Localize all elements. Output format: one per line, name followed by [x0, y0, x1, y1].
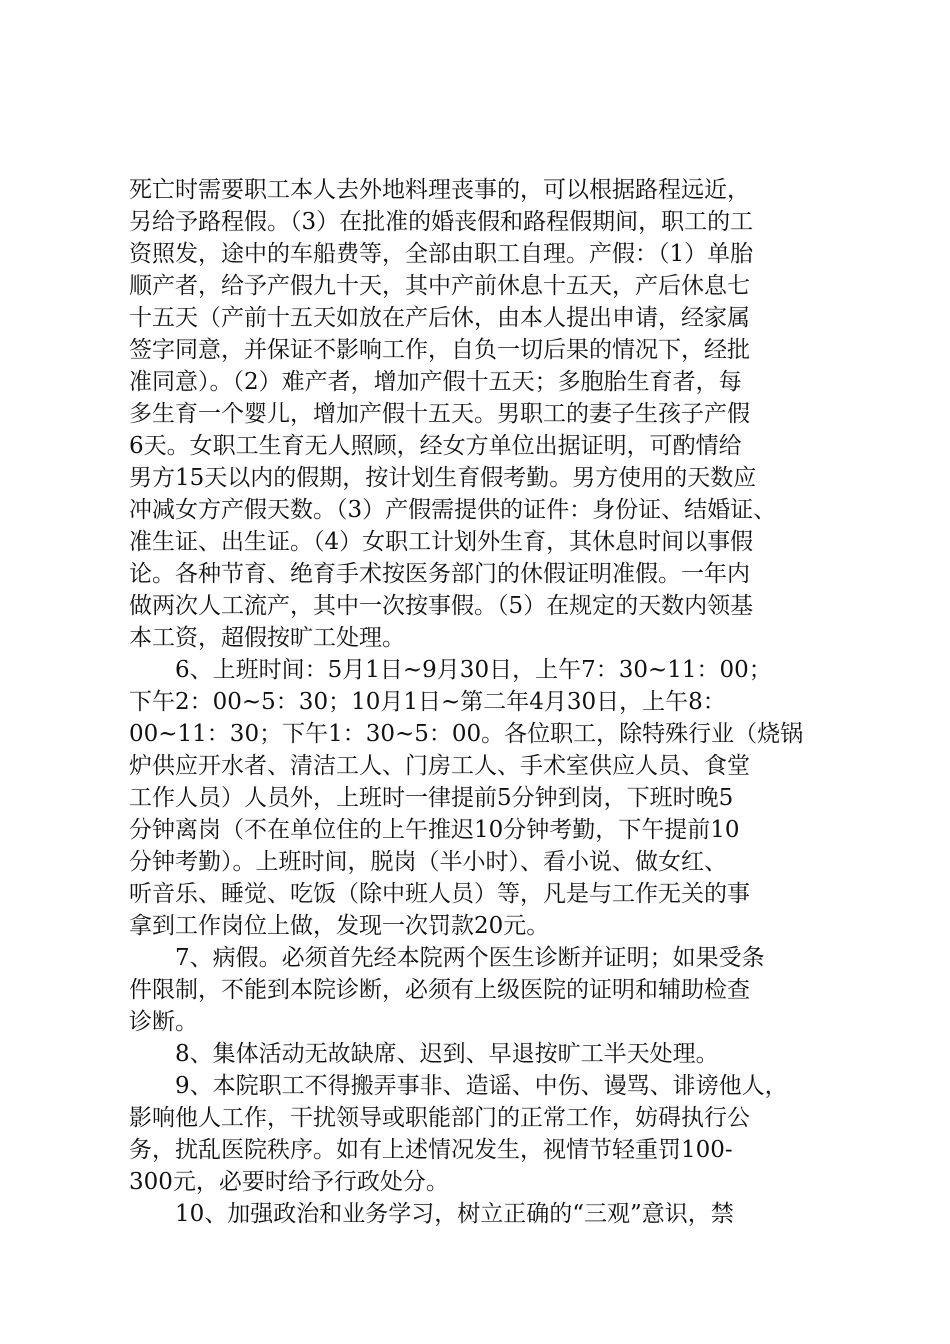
text-line: 7、病假。必须首先经本院两个医生诊断并证明；如果受条	[175, 945, 765, 971]
text-line: 10、加强政治和业务学习，树立正确的“三观”意识，禁	[175, 1201, 734, 1227]
text-line: 9、本院职工不得搬弄事非、造谣、中伤、谩骂、诽谤他人，	[175, 1073, 788, 1099]
text-line: 分钟离岗（不在单位住的上午推迟10分钟考勤，下午提前10	[129, 817, 740, 843]
body-text	[129, 174, 829, 1230]
text-line: 诊断。	[129, 1009, 198, 1035]
text-line: 下午2：00~5：30；10月1日~第二年4月30日，上午8：	[129, 689, 726, 715]
text-line: 00~11：30；下午1：30~5：00。各位职工，除特殊行业（烧锅	[129, 721, 804, 747]
text-line: 签字同意，并保证不影响工作，自负一切后果的情况下，经批	[129, 337, 750, 363]
text-line: 本工资，超假按旷工处理。	[129, 625, 405, 651]
text-line: 听音乐、睡觉、吃饭（除中班人员）等，凡是与工作无关的事	[129, 881, 750, 907]
text-line: 8、集体活动无故缺席、迟到、早退按旷工半天处理。	[175, 1041, 719, 1067]
text-line: 务，扰乱医院秩序。如有上述情况发生，视情节轻重罚100-	[129, 1137, 733, 1163]
text-line: 顺产者，给予产假九十天，其中产前休息十五天，产后休息七	[129, 273, 750, 299]
text-line: 多生育一个婴儿，增加产假十五天。男职工的妻子生孩子产假	[129, 401, 750, 427]
text-line: 工作人员）人员外，上班时一律提前5分钟到岗，下班时晚5	[129, 785, 734, 811]
text-line: 300元，必要时给予行政处分。	[129, 1169, 449, 1195]
text-line: 另给予路程假。（3）在批准的婚丧假和路程假期间，职工的工	[129, 209, 754, 235]
text-line: 男方15天以内的假期，按计划生育假考勤。男方使用的天数应	[129, 465, 757, 491]
text-line: 十五天（产前十五天如放在产后休，由本人提出申请，经家属	[129, 305, 750, 331]
text-line: 死亡时需要职工本人去外地料理丧事的，可以根据路程远近，	[129, 177, 750, 203]
text-line: 件限制，不能到本院诊断，必须有上级医院的证明和辅助检查	[129, 977, 750, 1003]
text-line: 冲减女方产假天数。（3）产假需提供的证件：身份证、结婚证、	[129, 497, 777, 523]
text-line: 资照发，途中的车船费等，全部由职工自理。产假：（1）单胎	[129, 241, 754, 267]
text-line: 6、上班时间：5月1日~9月30日，上午7：30~11：00；	[175, 657, 772, 683]
text-line: 做两次人工流产，其中一次按事假。（5）在规定的天数内领基	[129, 593, 754, 619]
text-line: 分钟考勤）。上班时间，脱岗（半小时）、看小说、做女红、	[129, 849, 727, 875]
text-line: 拿到工作岗位上做，发现一次罚款20元。	[129, 913, 550, 939]
text-line: 6天。女职工生育无人照顾，经女方单位出据证明，可酌情给	[129, 433, 742, 459]
text-line: 论。各种节育、绝育手术按医务部门的休假证明准假。一年内	[129, 561, 750, 587]
text-line: 准同意）。（2）难产者，增加产假十五天；多胞胎生育者，每	[129, 369, 742, 395]
text-line: 准生证、出生证。（4）女职工计划外生育，其休息时间以事假	[129, 529, 754, 555]
text-line: 影响他人工作，干扰领导或职能部门的正常工作，妨碍执行公	[129, 1105, 750, 1131]
text-line: 炉供应开水者、清洁工人、门房工人、手术室供应人员、食堂	[129, 753, 750, 779]
